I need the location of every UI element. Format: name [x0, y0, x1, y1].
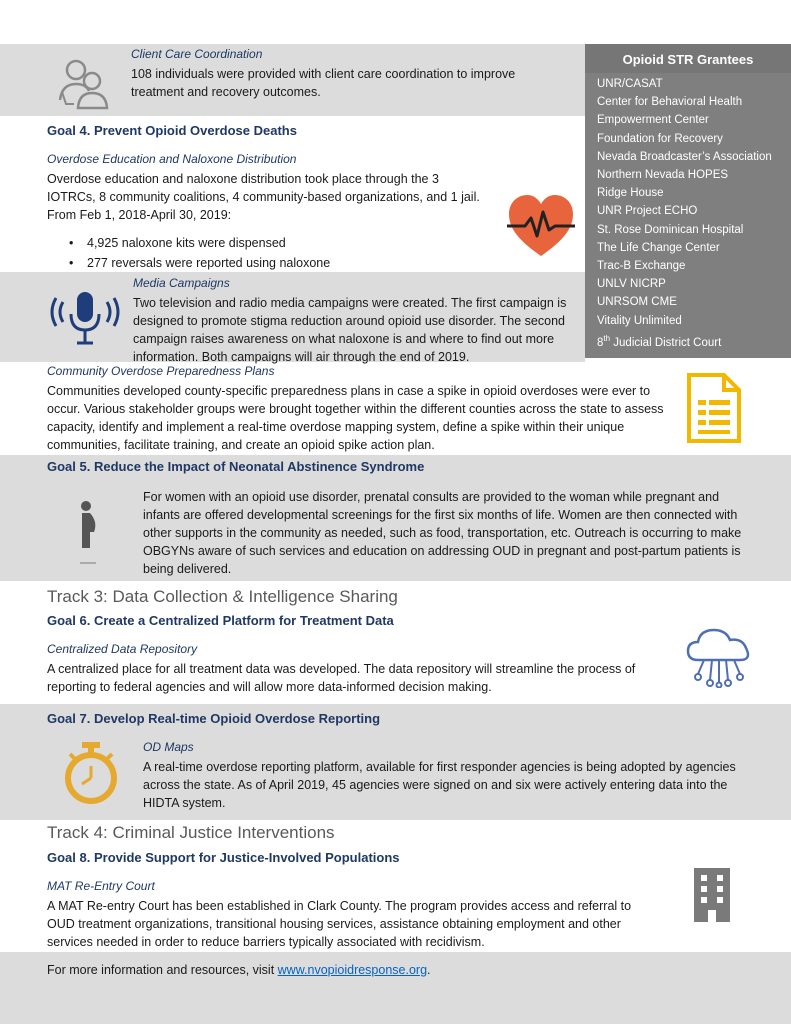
stopwatch-icon: [62, 740, 120, 806]
cloud-network-icon: [684, 626, 754, 688]
sidebar-item: UNLV NICRP: [597, 278, 666, 291]
sidebar-item: Northern Nevada HOPES: [597, 169, 729, 182]
goal7-subtitle: OD Maps: [143, 740, 194, 754]
goal7-text: A real-time overdose reporting platform, available for first responder agencies is being adopted by agencies across the state. As of April 2019, 45 agencies were signed on and six were actively entering data into the HIDTA system.: [143, 760, 736, 810]
sidebar-item: Foundation for Recovery: [597, 132, 723, 145]
goal5-text: For women with an opioid use disorder, prenatal consults are provided to the woman while pregnant and infants are offered developmental screenings for the first six months of life. Women are then connected with other supports in the community as needed, such as food, transportation, etc. Outreach is occurring to make OBGYNs aware of such services and education on addressing OUD in pregnant and post-partum patients is being delivered.: [143, 490, 742, 576]
goal8-title: Goal 8. Provide Support for Justice-Involved Populations: [47, 850, 400, 865]
sidebar-item-number: 8: [597, 336, 604, 349]
media-text: Two television and radio media campaigns were created. The first campaign is designed to promote stigma reduction around opioid use disorder. The second campaign raises awareness on what naloxone is and where to find out more information. Both campaigns will air through the end of 2019.: [133, 296, 567, 364]
track4-title: Track 4: Criminal Justice Interventions: [47, 823, 335, 842]
sidebar-item: Center for Behavioral Health: [597, 96, 743, 109]
microphone-icon: [50, 290, 120, 348]
preparedness-title: Community Overdose Preparedness Plans: [47, 364, 275, 378]
sidebar-item: UNR/CASAT: [597, 78, 663, 90]
goal6-title: Goal 6. Create a Centralized Platform for Treatment Data: [47, 613, 394, 628]
footer-period: .: [427, 963, 431, 977]
sidebar-item: Trac-B Exchange: [597, 260, 686, 273]
document-icon: [686, 372, 742, 444]
sidebar-item: St. Rose Dominican Hospital: [597, 223, 744, 236]
sidebar-item-ordinal: th: [603, 333, 611, 343]
grantees-sidebar: [585, 44, 791, 358]
sidebar-item: The Life Change Center: [597, 241, 720, 254]
sidebar-item-last: [585, 330, 791, 352]
heart-pulse-icon: [505, 192, 577, 260]
goal7-title: Goal 7. Develop Real-time Opioid Overdose Reporting: [47, 711, 381, 726]
sidebar-item: Nevada Broadcaster’s Association: [597, 150, 772, 163]
goal4-text: Overdose education and naloxone distribution took place through the 3 IOTRCs, 8 community coalitions, 4 community-based organizations, and 1 jail. From Feb 1, 2018-April 30, 2019:: [47, 172, 480, 222]
track3-title: Track 3: Data Collection & Intelligence Sharing: [47, 587, 398, 606]
preparedness-text: Communities developed county-specific preparedness plans in case a spike in opioid overdoses were ever to occur. Various stakeholder groups were brought together within the different counties across the state to assess capacity, identify and implement a real-time overdose mapping system, define a spike within their unique communities, facilitate training, and create an opioid spike action plan.: [47, 384, 664, 452]
sidebar-item-label: Judicial District Court: [610, 336, 722, 349]
client-care-text: 108 individuals were provided with client care coordination to improve treatment and recovery outcomes.: [131, 67, 516, 99]
client-care-title: Client Care Coordination: [131, 47, 263, 61]
goal4-bullets: [47, 234, 487, 274]
goal5-title: Goal 5. Reduce the Impact of Neonatal Abstinence Syndrome: [47, 459, 425, 474]
sidebar-item: Empowerment Center: [597, 114, 709, 127]
goal8-text: A MAT Re-entry Court has been established in Clark County. The program provides access and referral to OUD treatment organizations, transitional housing services, assistance obtaining employment and other services needed in order to reduce barriers typically associated with recidivism.: [47, 899, 632, 949]
sidebar-item: Ridge House: [597, 187, 664, 200]
people-icon: [56, 54, 110, 110]
media-title: Media Campaigns: [133, 276, 230, 290]
goal4-subtitle: Overdose Education and Naloxone Distribution: [47, 152, 297, 166]
sidebar-item: UNRSOM CME: [597, 296, 677, 309]
pregnant-woman-icon: [74, 498, 102, 568]
goal6-subtitle: Centralized Data Repository: [47, 642, 198, 656]
goal8-subtitle: MAT Re-Entry Court: [47, 879, 155, 893]
sidebar-item: UNR Project ECHO: [597, 205, 698, 218]
goal6-text: A centralized place for all treatment data was developed. The data repository will streamline the process of reporting to federal agencies and will allow more data-informed decision making.: [47, 662, 636, 694]
footer-text-row: [47, 961, 431, 979]
building-icon: [692, 866, 732, 924]
bullet-item: • 4,925 naloxone kits were dispensed: [47, 234, 487, 252]
footer-text: For more information and resources, visit: [47, 963, 278, 977]
sidebar-item: Vitality Unlimited: [597, 314, 682, 327]
website-link[interactable]: www.nvopioidresponse.org: [277, 963, 428, 977]
bullet-item: • 277 reversals were reported using naloxone: [47, 254, 487, 272]
sidebar-title: Opioid STR Grantees: [585, 44, 791, 73]
goal4-title: Goal 4. Prevent Opioid Overdose Deaths: [47, 123, 297, 138]
